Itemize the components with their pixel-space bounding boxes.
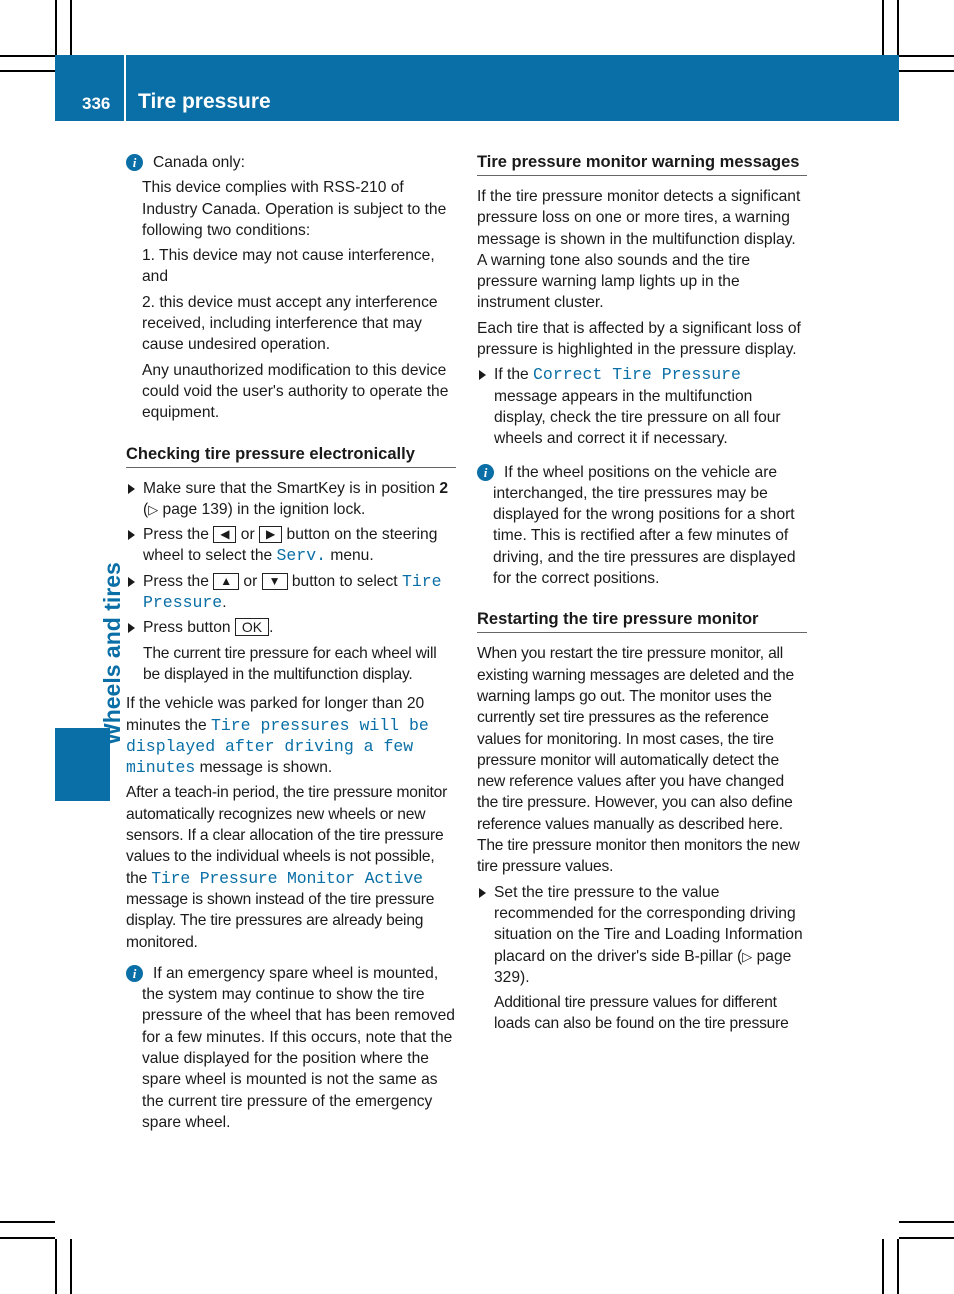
info-text: If an emergency spare wheel is mounted, the system may continue to show the tire pressure of the wheel that has been removed for a few minutes. If this occurs, note that the value displayed for the position where the spare wheel is mounted is not the same as the current tire pressure of the emergency spare wheel. <box>142 964 455 1131</box>
section-heading: Checking tire pressure electronically <box>126 444 456 468</box>
canada-paragraph: 1. This device may not cause interference, and <box>142 247 435 286</box>
crop-mark <box>897 1239 899 1294</box>
step-text: Press button <box>143 619 235 637</box>
crop-mark <box>70 0 72 55</box>
body-paragraph: Each tire that is affected by a significant loss of pressure is highlighted in the pressure display. <box>477 319 801 359</box>
step-text: Press the <box>143 572 214 590</box>
display-text: Correct Tire Pressure <box>533 365 741 385</box>
crop-mark <box>899 70 954 72</box>
step-result: The current tire pressure for each wheel will be displayed in the multifunction display. <box>143 644 437 683</box>
instruction-step <box>126 524 456 567</box>
right-arrow-key-icon: ▶ <box>259 526 282 543</box>
step-text: or <box>236 526 259 544</box>
step-text: message appears in the multifunction display, check the tire pressure on all four wheels and correct it if necessary. <box>494 387 781 448</box>
step-additional: Additional tire pressure values for different loads can also be found on the tire pressure <box>494 994 789 1033</box>
info-icon: i <box>477 464 494 481</box>
canada-info-block <box>126 152 456 424</box>
wheel-positions-info-block <box>477 462 807 590</box>
body-paragraph <box>126 782 456 952</box>
crop-mark <box>55 0 57 55</box>
down-arrow-key-icon: ▼ <box>262 573 288 590</box>
canada-paragraph: Any unauthorized modification to this device could void the user's authority to operate the equipment. <box>142 361 449 422</box>
page-ref-icon: ▷ <box>742 948 753 964</box>
crop-mark <box>0 70 55 72</box>
crop-mark <box>899 1221 954 1223</box>
step-text: page 139) in the ignition lock. <box>158 500 366 518</box>
step-text: Set the tire pressure to the value recommended for the corresponding driving situation on the Tire and Loading Information placard on the driver's side B-pillar ( <box>494 883 803 965</box>
step-text: button to select <box>287 572 402 590</box>
crop-mark <box>70 1239 72 1294</box>
step-text: button on the steering wheel to select the <box>143 526 438 565</box>
spare-wheel-info-block <box>126 963 456 1133</box>
instruction-step <box>477 364 807 449</box>
info-icon: i <box>126 965 143 982</box>
crop-mark <box>55 1239 57 1294</box>
instruction-step <box>477 882 807 1035</box>
section-heading: Tire pressure monitor warning messages <box>477 152 807 176</box>
display-text: Tire Pressure <box>143 571 442 613</box>
instruction-step <box>126 617 456 685</box>
body-text: message is shown. <box>195 759 333 777</box>
step-text: menu. <box>326 547 374 565</box>
step-text: ( <box>143 500 149 518</box>
display-text: Serv. <box>276 546 327 566</box>
crop-mark <box>899 55 954 57</box>
body-paragraph: If the tire pressure monitor detects a significant pressure loss on one or more tires, a warning message is shown in the multifunction display. A warning tone also sounds and the tire pressure warning lamp lights up in the instrument cluster. <box>477 188 801 312</box>
body-paragraph <box>126 693 456 778</box>
left-column <box>126 152 456 1137</box>
left-arrow-key-icon: ◀ <box>213 526 236 543</box>
canada-paragraph: 2. this device must accept any interference received, including interference that may cause undesired operation. <box>142 293 438 354</box>
canada-title: Canada only: <box>153 154 245 171</box>
page-ref-icon: ▷ <box>148 501 159 517</box>
section-heading: Restarting the tire pressure monitor <box>477 609 807 633</box>
crop-mark <box>882 1239 884 1294</box>
crop-mark <box>0 55 55 57</box>
step-text: . <box>269 619 274 637</box>
step-text: page 329). <box>494 947 792 986</box>
display-text: Tire pressures will be displayed after driving a few minutes <box>126 715 429 778</box>
header-divider <box>124 55 126 121</box>
page-number: 336 <box>82 94 111 113</box>
step-text: Make sure that the SmartKey is in position <box>143 479 440 497</box>
info-icon: i <box>126 154 143 171</box>
page-title: Tire pressure <box>138 90 271 113</box>
right-column <box>477 152 807 1039</box>
up-arrow-key-icon: ▲ <box>213 573 239 590</box>
body-text: If the vehicle was parked for longer than 20 minutes the <box>126 695 425 734</box>
crop-mark <box>899 1237 954 1239</box>
crop-mark <box>882 0 884 55</box>
display-text: Tire Pressure Monitor Active <box>151 868 423 888</box>
step-text: Press the <box>143 526 214 544</box>
step-text: or <box>239 572 262 590</box>
side-tab-label: Wheels and tires <box>99 562 125 745</box>
ok-key-icon: OK <box>235 618 269 636</box>
body-text: After a teach-in period, the tire pressure monitor automatically recognizes new wheels or new sensors. If a clear allocation of the tire pressure values to the individual wheels is not possible, the <box>126 784 448 887</box>
crop-mark <box>897 0 899 55</box>
instruction-step <box>126 571 456 614</box>
info-text: If the wheel positions on the vehicle are interchanged, the tire pressures may be displayed for the wrong positions for a short time. This is rectified after a few minutes of driving, and the tire pressures are displayed for the correct positions. <box>493 463 796 588</box>
body-text: message is shown instead of the tire pressure display. The tire pressures are already being monitored. <box>126 890 435 951</box>
crop-mark <box>0 1237 55 1239</box>
crop-mark <box>0 1221 55 1223</box>
instruction-step <box>126 478 456 521</box>
body-paragraph: When you restart the tire pressure monitor, all existing warning messages are deleted and the warning lamps go out. The monitor uses the currently set tire pressures as the reference values for monitoring. In most cases, the tire pressure monitor will automatically detect the new reference values after you have changed the tire pressure. However, you can also define reference values manually as described here. The tire pressure monitor then monitors the new tire pressure values. <box>477 645 800 876</box>
step-bold: 2 <box>439 479 449 497</box>
step-text: If the <box>494 366 534 384</box>
canada-paragraph: This device complies with RSS-210 of Industry Canada. Operation is subject to the following two conditions: <box>142 179 447 239</box>
step-text: . <box>222 594 227 612</box>
